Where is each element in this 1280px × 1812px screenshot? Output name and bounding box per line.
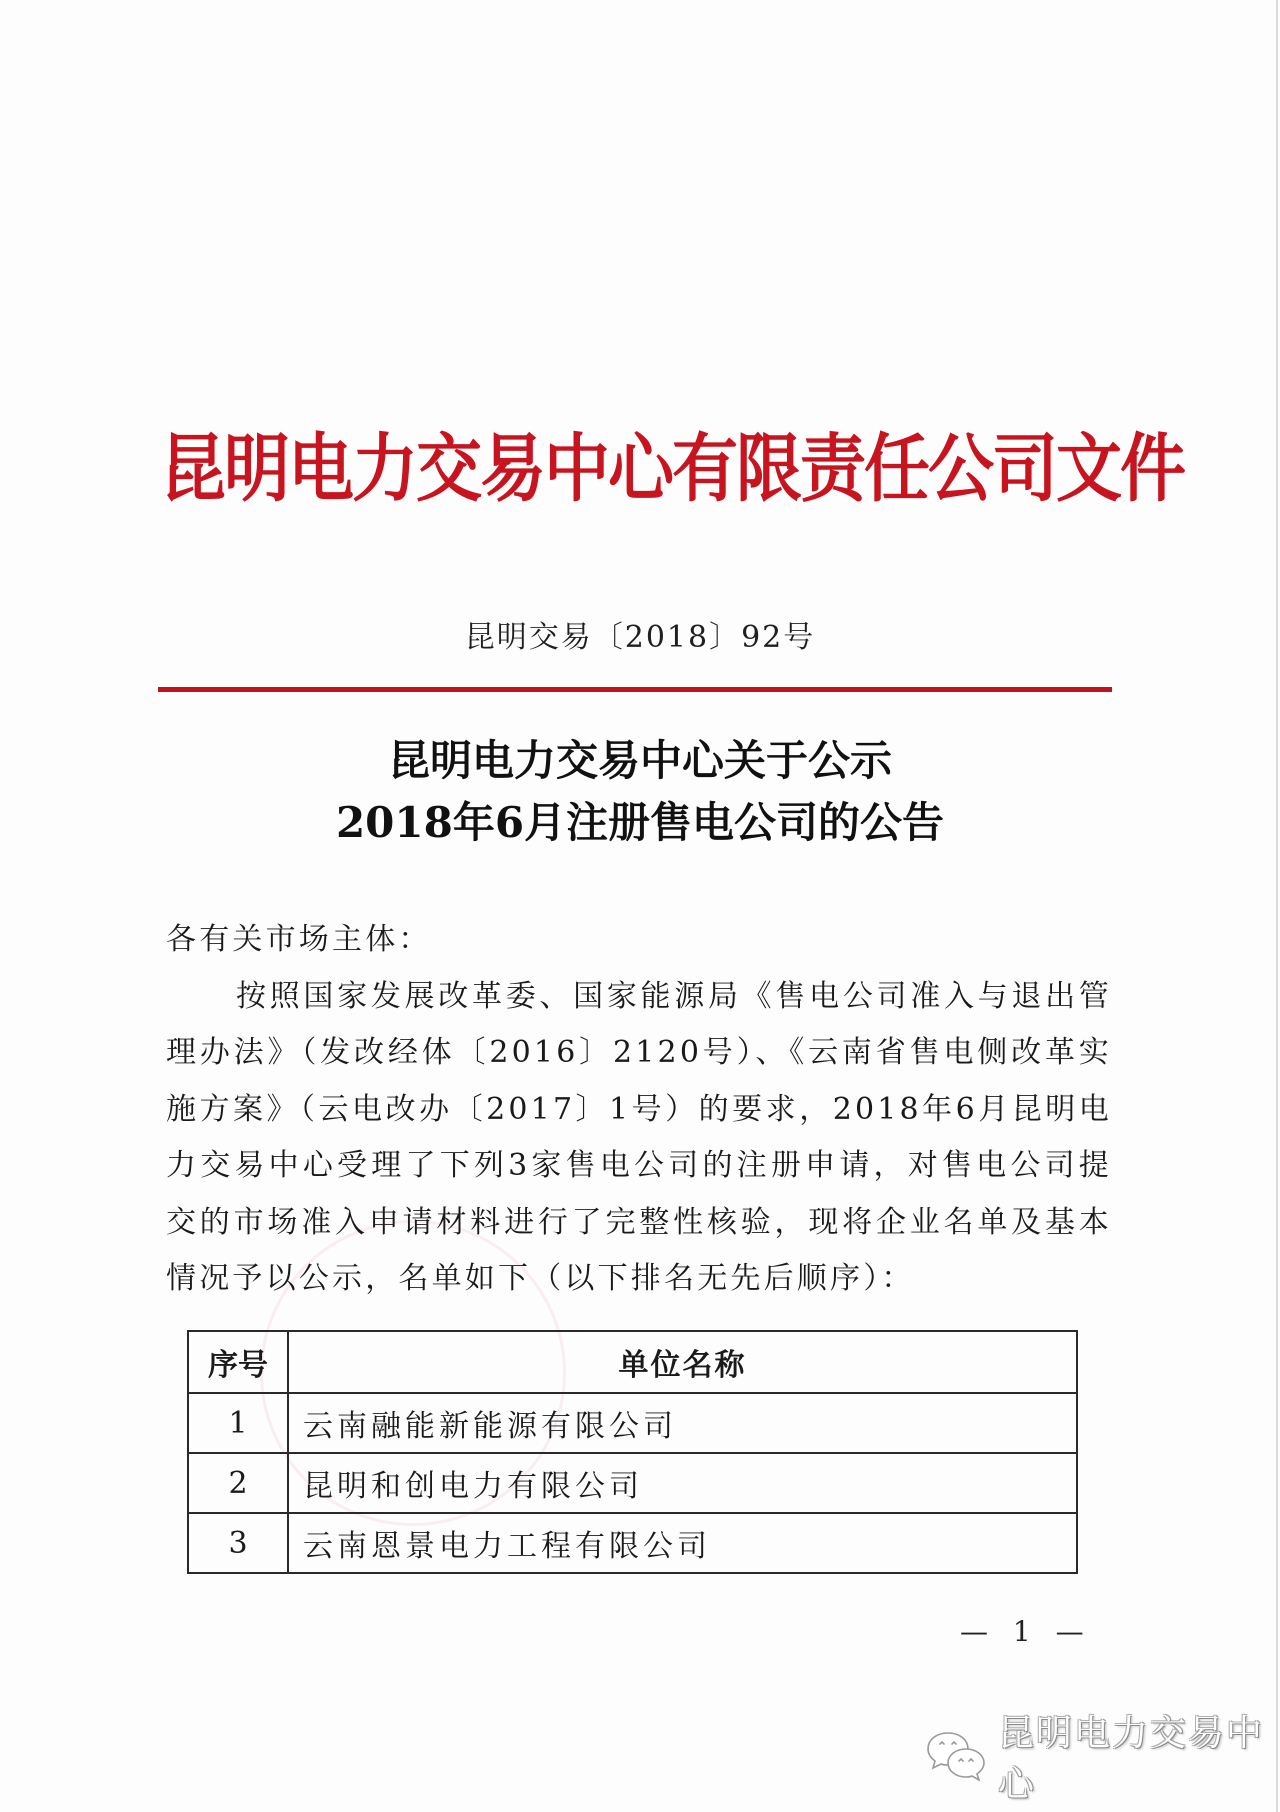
document-number: 昆明交易〔2018〕92号: [464, 620, 816, 655]
body-paragraph: 按照国家发展改革委、国家能源局《售电公司准入与退出管理办法》（发改经体〔2016〕2120号）、《云南省售电侧改革实施方案》（云电改办〔2017〕1号）的要求，2018年6月昆明电力交易中心受理了下列3家售电公司的注册申请，对售电公司提交的市场准入申请材料进行了完整性核验，现将企业名单及基本情况予以公示，名单如下（以下排名无先后顺序）：: [166, 978, 1112, 1296]
watermark-text: 昆明电力交易中心: [998, 1713, 1265, 1805]
red-divider-rule: [158, 687, 1112, 692]
row-number: 3: [188, 1513, 288, 1573]
row-company-name: 昆明和创电力有限公司: [288, 1453, 1077, 1513]
table-header-row: [188, 1331, 1077, 1393]
row-company-name: 云南融能新能源有限公司: [288, 1393, 1077, 1453]
column-header-company-name: 单位名称: [288, 1331, 1077, 1393]
table-row: [188, 1393, 1077, 1453]
title-line-2: 2018年6月注册售电公司的公告: [335, 798, 945, 847]
row-number: 1: [188, 1393, 288, 1453]
page-edge-shadow: [1276, 0, 1278, 1812]
wechat-icon: [926, 1729, 988, 1783]
wechat-watermark: [926, 1713, 1280, 1805]
table-row: [188, 1513, 1077, 1573]
title-line-1: 昆明电力交易中心关于公示: [387, 736, 892, 785]
salutation: 各有关市场主体：: [166, 922, 432, 957]
document-title: [0, 730, 1280, 854]
column-header-number: 序号: [188, 1331, 288, 1393]
row-number: 2: [188, 1453, 288, 1513]
issuer-header: 昆明电力交易中心有限责任公司文件: [160, 424, 1184, 512]
company-table: [187, 1330, 1078, 1574]
row-company-name: 云南恩景电力工程有限公司: [288, 1513, 1077, 1573]
document-body: [166, 912, 1112, 1308]
page-number: — 1 —: [960, 1615, 1092, 1648]
table-row: [188, 1453, 1077, 1513]
